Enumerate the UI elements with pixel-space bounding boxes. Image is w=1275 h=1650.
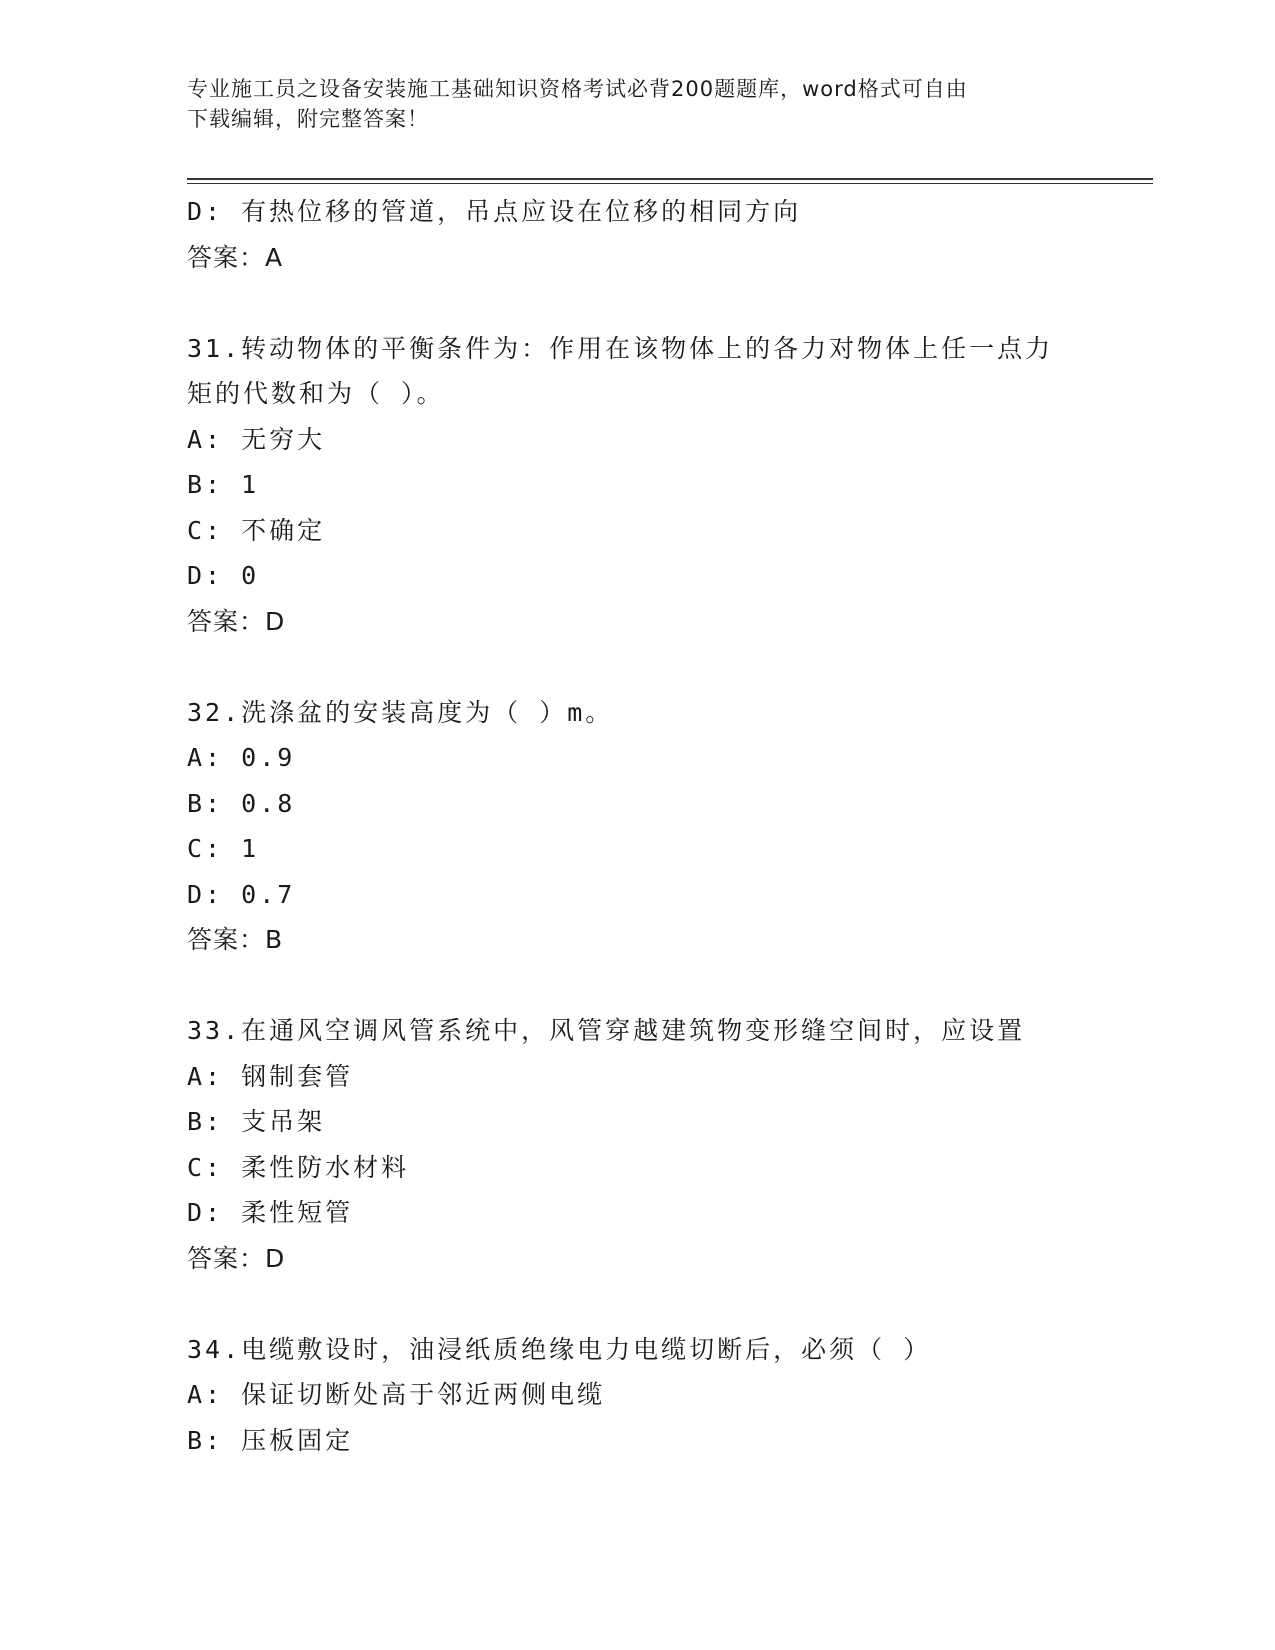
question-31 (187, 326, 1087, 645)
option-b: B: 压板固定 (187, 1425, 354, 1455)
option-d: D: 0 (187, 561, 260, 590)
option-d: D: 柔性短管 (187, 1198, 354, 1227)
answer: 答案：A (187, 242, 284, 272)
document-header (187, 74, 1067, 134)
question-33 (187, 1008, 1087, 1281)
answer: 答案：D (187, 1243, 286, 1273)
question-stem: 32.洗涤盆的安装高度为（ ）m。 (187, 697, 614, 727)
option-d: D: 0.7 (187, 879, 296, 909)
option-b: B: 支吊架 (187, 1107, 326, 1136)
question-stem: 34.电缆敷设时，油浸纸质绝缘电力电缆切断后，必须（ ） (187, 1334, 932, 1364)
header-divider-thin (187, 183, 1153, 184)
header-line-2: 下载编辑，附完整答案！ (187, 107, 429, 131)
previous-question-tail (187, 189, 1087, 280)
option-b: B: 1 (187, 470, 260, 499)
option-a: A: 0.9 (187, 743, 296, 772)
option-d: D: 有热位移的管道，吊点应设在位移的相同方向 (187, 197, 802, 226)
header-line-1: 专业施工员之设备安装施工基础知识资格考试必背200题题库，word格式可自由 (187, 77, 968, 101)
option-c: C: 不确定 (187, 515, 326, 545)
question-stem: 31.转动物体的平衡条件为：作用在该物体上的各力对物体上任一点力 (187, 333, 1054, 363)
option-c: C: 柔性防水材料 (187, 1152, 410, 1182)
option-a: A: 保证切断处高于邻近两侧电缆 (187, 1380, 606, 1409)
answer: 答案：B (187, 925, 284, 954)
answer: 答案：D (187, 606, 286, 636)
question-stem: 33.在通风空调风管系统中，风管穿越建筑物变形缝空间时，应设置 (187, 1016, 1026, 1045)
question-32 (187, 690, 1087, 963)
question-list (187, 189, 1087, 1463)
option-a: A: 无穷大 (187, 424, 326, 454)
question-stem-continued: 矩的代数和为（ ）。 (187, 379, 445, 408)
question-34 (187, 1327, 1087, 1464)
option-b: B: 0.8 (187, 788, 296, 818)
header-divider-thick (187, 178, 1153, 180)
option-c: C: 1 (187, 834, 260, 863)
option-a: A: 钢制套管 (187, 1061, 354, 1091)
